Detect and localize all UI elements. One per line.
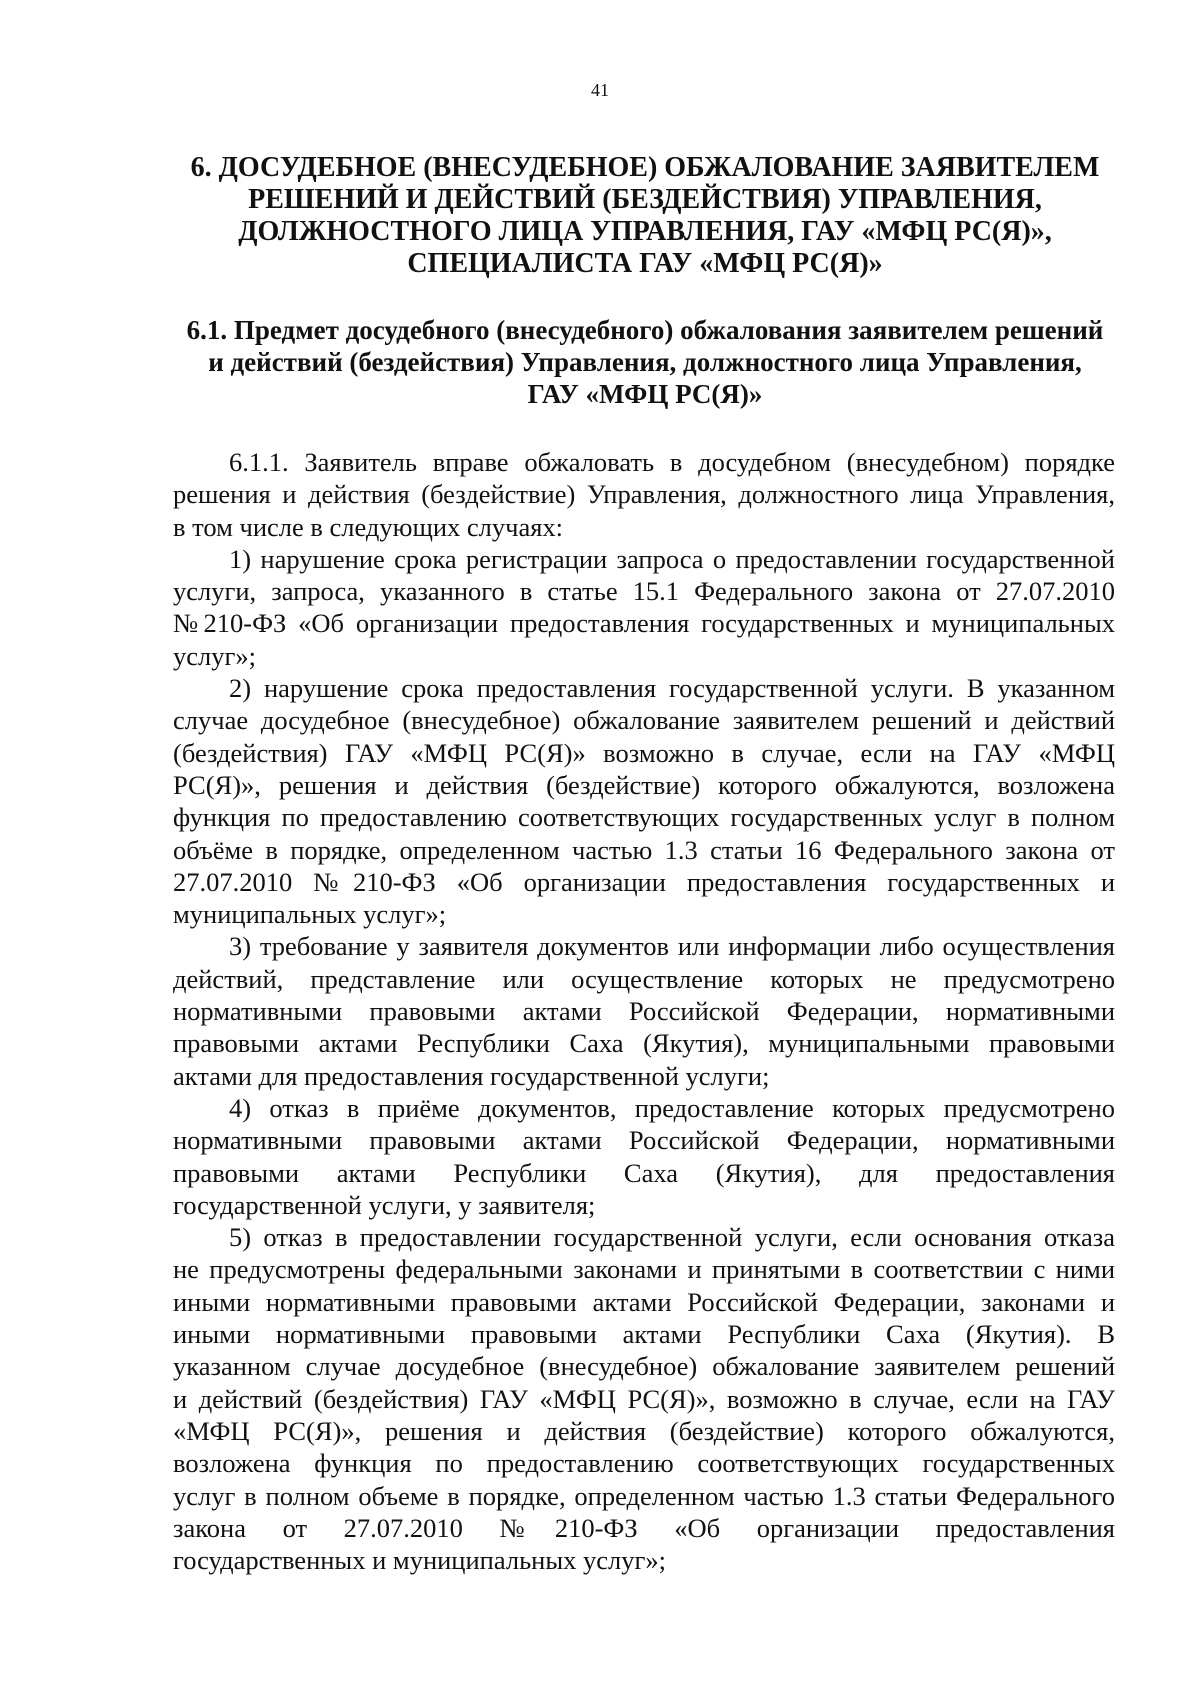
paragraph-line: услуг»; — [173, 640, 256, 671]
paragraph-line: функция по предоставлению соответствующих государственных услуг в полном — [173, 802, 1115, 833]
paragraph-line: РС(Я)», решения и действия (бездействие) которого обжалуются, возложена — [173, 769, 1115, 800]
paragraph-line: государственных и муниципальных услуг»; — [173, 1545, 666, 1576]
paragraph-line: в том числе в следующих случаях: — [173, 511, 564, 542]
paragraph — [173, 1221, 1115, 1576]
paragraph-line: муниципальных услуг»; — [173, 899, 447, 930]
paragraph — [173, 1092, 1115, 1221]
paragraph — [173, 930, 1115, 1091]
subsection-title-line: ГАУ «МФЦ РС(Я)» — [527, 379, 763, 409]
section-title — [170, 152, 1120, 280]
paragraph-line: 3) требование у заявителя документов или информации либо осуществления — [229, 931, 1115, 962]
paragraph-line: актами для предоставления государственной услуги; — [173, 1060, 770, 1091]
paragraph-line: закона от 27.07.2010 №210-ФЗ «Об организации предоставления — [173, 1512, 1115, 1543]
body-text — [173, 446, 1115, 1576]
paragraph — [173, 543, 1115, 672]
page-number: 41 — [591, 80, 609, 100]
subsection-title-line: 6.1. Предмет досудебного (внесудебного) обжалования заявителем решений — [186, 315, 1104, 345]
paragraph-line: №210-ФЗ «Об организации предоставления государственных и муниципальных — [173, 608, 1115, 639]
paragraph-line: решения и действия (бездействие) Управления, должностного лица Управления, — [173, 479, 1115, 510]
paragraph-line: 5) отказ в предоставлении государственной услуги, если основания отказа — [229, 1222, 1115, 1253]
section-title-line: ДОЛЖНОСТНОГО ЛИЦА УПРАВЛЕНИЯ, ГАУ «МФЦ РС(Я)», — [238, 216, 1052, 247]
paragraph-line: услуги, запроса, указанного в статье 15.1 Федерального закона от 27.07.2010 — [173, 576, 1115, 607]
subsection-title-line: и действий (бездействия) Управления, должностного лица Управления, — [208, 347, 1082, 377]
paragraph-line: объёме в порядке, определенном частью 1.3 статьи 16 Федерального закона от — [173, 834, 1115, 865]
paragraph-line: 1) нарушение срока регистрации запроса о предоставлении государственной — [229, 543, 1115, 574]
paragraph-line: 27.07.2010 №210-ФЗ «Об организации предоставления государственных и — [173, 866, 1115, 897]
paragraph-line: и действий (бездействия) ГАУ «МФЦ РС(Я)», возможно в случае, если на ГАУ — [173, 1383, 1115, 1414]
subsection-title — [170, 314, 1120, 410]
paragraph-line: правовыми актами Республики Саха (Якутия), для предоставления — [173, 1157, 1115, 1188]
paragraph-line: правовыми актами Республики Саха (Якутия), муниципальными правовыми — [173, 1028, 1115, 1059]
paragraph-line: иными нормативными правовыми актами Российской Федерации, законами и — [173, 1286, 1115, 1317]
paragraph-line: «МФЦ РС(Я)», решения и действия (бездействие) которого обжалуются, — [173, 1415, 1115, 1446]
paragraph-line: услуг в полном объеме в порядке, определенном частью 1.3 статьи Федерального — [173, 1480, 1115, 1511]
paragraph — [173, 446, 1115, 543]
paragraph-line: нормативными правовыми актами Российской Федерации, нормативными — [173, 996, 1115, 1027]
paragraph-line: возложена функция по предоставлению соответствующих государственных — [173, 1448, 1115, 1479]
paragraph-line: государственной услуги, у заявителя; — [173, 1189, 596, 1220]
paragraph-line: нормативными правовыми актами Российской Федерации, нормативными — [173, 1125, 1115, 1156]
section-title-line: РЕШЕНИЙ И ДЕЙСТВИЙ (БЕЗДЕЙСТВИЯ) УПРАВЛЕНИЯ, — [248, 184, 1042, 215]
section-title-line: 6. ДОСУДЕБНОЕ (ВНЕСУДЕБНОЕ) ОБЖАЛОВАНИЕ ЗАЯВИТЕЛЕМ — [190, 152, 1100, 183]
paragraph-line: не предусмотрены федеральными законами и принятыми в соответствии с ними — [173, 1254, 1115, 1285]
paragraph-line: указанном случае досудебное (внесудебное) обжалование заявителем решений — [173, 1351, 1115, 1382]
paragraph-line: действий, представление или осуществление которых не предусмотрено — [173, 963, 1115, 994]
paragraph-line: 2) нарушение срока предоставления государственной услуги. В указанном — [229, 673, 1115, 704]
section-title-line: СПЕЦИАЛИСТА ГАУ «МФЦ РС(Я)» — [407, 248, 883, 279]
paragraph-line: иными нормативными правовыми актами Республики Саха (Якутия). В — [173, 1319, 1115, 1350]
paragraph-line: случае досудебное (внесудебное) обжалование заявителем решений и действий — [173, 705, 1115, 736]
paragraph — [173, 672, 1115, 930]
paragraph-line: 4) отказ в приёме документов, предоставление которых предусмотрено — [229, 1092, 1115, 1123]
paragraph-line: (бездействия) ГАУ «МФЦ РС(Я)» возможно в случае, если на ГАУ «МФЦ — [173, 737, 1115, 768]
paragraph-line: 6.1.1. Заявитель вправе обжаловать в досудебном (внесудебном) порядке — [229, 447, 1115, 477]
